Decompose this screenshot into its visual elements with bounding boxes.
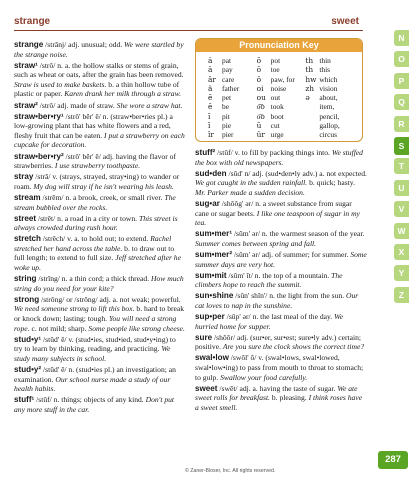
entry-definition: /stŭd' ē/ v. (stud•ies, stud•ied, stud•y•ing) to try to learn by thinking, reading, and practicing. — [14, 334, 176, 354]
entry-headword: stud•y¹ — [14, 334, 42, 344]
pronunciation-example-word: pot — [270, 56, 281, 65]
pronunciation-key-item — [257, 93, 306, 102]
pronunciation-key-item — [305, 84, 354, 93]
pronunciation-symbol: ô — [256, 74, 262, 84]
entry-definition: /strēt/ n. a road in a city or town. — [37, 213, 138, 223]
pronunciation-example-word: pencil, — [319, 111, 340, 121]
pronunciation-key-item — [305, 93, 354, 102]
entry-example: Karen drank her milk through a straw. — [64, 89, 181, 99]
pronunciation-key-item — [257, 102, 306, 111]
pronunciation-symbol: ĕ — [208, 93, 213, 102]
pronunciation-example-word: pier — [222, 130, 234, 139]
entry-headword: swal•low — [195, 353, 229, 363]
pronunciation-symbol: ŭ — [256, 120, 262, 130]
alphabet-tab-o[interactable]: O — [394, 51, 409, 67]
entry-example: I like one teaspoon of sugar in my tea. — [195, 208, 360, 228]
pronunciation-key-item — [257, 121, 306, 130]
entry-headword: straw² — [14, 100, 38, 110]
entry-example: We ate sweet rolls for breakfast. — [195, 383, 358, 403]
pronunciation-symbol: zh — [305, 83, 314, 93]
dictionary-entry — [14, 101, 186, 111]
pronunciation-key-item — [257, 112, 306, 121]
pronunciation-key-item — [305, 102, 354, 111]
entry-example: Straw is used to make baskets. — [14, 79, 107, 89]
pronunciation-key-item — [257, 75, 306, 84]
pronunciation-example-word: thin — [319, 56, 331, 65]
pronunciation-key-item — [257, 130, 306, 139]
dictionary-entry — [14, 40, 186, 59]
entry-example: This street is always crowded during rush hour. — [14, 213, 178, 233]
dictionary-entry — [195, 312, 367, 331]
alphabet-tab-x[interactable]: X — [394, 244, 409, 260]
entry-definition: /strĭng/ n. a thin cord; a thick thread. — [38, 274, 150, 284]
entry-definition: /strô' bĕr' ē/ n. (straw•ber•ries pl.) a low-growing plant that has white flowers and a red, fleshy fruit that can be eaten. — [14, 111, 173, 140]
pronunciation-example-word: about, — [319, 93, 338, 102]
dictionary-entry — [14, 193, 186, 212]
entry-definition: /strông/ or /strŏng/ adj. a. not weak; powerful. — [41, 294, 181, 304]
dictionary-entry — [14, 234, 186, 272]
entry-definition: /shŏŏg' ər/ n. a sweet substance from sugar cane or sugar beets. — [195, 198, 352, 218]
dictionary-entry — [14, 395, 186, 414]
entry-example: We got caught in the sudden rainfall. — [195, 178, 308, 188]
entry-example: Are you sure the clock shows the correct time? — [222, 342, 365, 352]
entry-definition: b. hard to break or knock down; lasting; tough. — [14, 304, 185, 324]
entry-example: Don't put any more stuff in the car. — [14, 395, 175, 414]
entry-headword: sum•mer¹ — [195, 229, 233, 239]
dictionary-entry — [14, 295, 186, 333]
entry-definition: /sŭn' shīn'/ n. the light from the sun. — [235, 291, 345, 301]
entry-definition: /strēm/ n. a brook, creek, or small river. — [42, 192, 163, 202]
pronunciation-key-item — [305, 56, 354, 65]
left-column — [14, 40, 186, 416]
pronunciation-key-item — [305, 75, 354, 84]
entry-headword: stuff² — [195, 148, 216, 157]
entry-headword: street — [14, 213, 37, 223]
pronunciation-key-item — [257, 84, 306, 93]
pronunciation-example-word: out — [270, 93, 281, 102]
entry-headword: stream — [14, 192, 41, 202]
pronunciation-key-item — [208, 75, 257, 84]
entry-headword: stretch — [14, 234, 41, 244]
dictionary-entry — [195, 229, 367, 248]
entry-definition: /strā/ v. (strays, strayed, stray•ing) to wander or roam. — [14, 172, 180, 191]
entry-definition: b. to draw out to full length; to extend to full size. — [14, 243, 175, 263]
header-rule — [14, 30, 363, 31]
alphabet-tab-p[interactable]: P — [394, 73, 409, 89]
entry-definition: /sŭm' ər/ adj. of summer; for summer. — [233, 249, 349, 259]
entry-headword: string — [14, 274, 37, 284]
pronunciation-example-word: boot — [270, 111, 284, 121]
entry-headword: stuff¹ — [14, 395, 35, 405]
entry-headword: sup•per — [195, 312, 225, 321]
pronunciation-example-word: cut — [270, 120, 280, 130]
entry-example: I put a strawberry on each cupcake for decoration. — [14, 130, 185, 150]
entry-definition: c. not mild; sharp. — [31, 323, 87, 333]
pronunciation-symbol: th — [305, 56, 314, 65]
dictionary-entry — [195, 148, 367, 167]
pronunciation-symbol: o͞o — [256, 111, 265, 121]
entry-example: Some summer days are very hot. — [195, 249, 367, 269]
pronunciation-symbol: îr — [208, 130, 214, 139]
pronunciation-key-item — [305, 121, 354, 130]
entry-example: We need someone strong to lift this box. — [14, 304, 135, 314]
pronunciation-key-item — [305, 130, 354, 139]
entry-headword: sum•mer² — [195, 249, 233, 259]
guide-word-left: strange — [14, 16, 51, 27]
pronunciation-symbol: ə — [305, 93, 310, 102]
dictionary-entry — [195, 199, 367, 228]
entry-example: Our cat loves to nap in the sunshine. — [195, 291, 359, 310]
entry-headword: straw¹ — [14, 60, 38, 70]
pronunciation-key-item — [208, 102, 257, 111]
entry-example: Swallow your food carefully. — [220, 372, 308, 382]
pronunciation-example-word: item, — [319, 102, 335, 112]
page-number: 287 — [378, 451, 408, 469]
alphabet-tab-v[interactable]: V — [394, 201, 409, 217]
entry-example: How much string do you need for your kite? — [14, 274, 184, 293]
pronunciation-key-item — [208, 56, 257, 65]
guide-word-right: sweet — [331, 16, 359, 27]
pronunciation-key-grid — [196, 52, 362, 139]
pronunciation-key-item — [208, 84, 257, 93]
pronunciation-example-word: paw, for — [270, 74, 295, 84]
entry-example: My dog will stray if he isn't wearing his leash. — [33, 181, 174, 191]
alphabet-tab-y[interactable]: Y — [394, 265, 409, 281]
entry-definition: /sŭp' ər/ n. the last meal of the day. — [226, 312, 333, 321]
pronunciation-key-item — [257, 65, 306, 74]
alphabet-tab-w[interactable]: W — [394, 223, 409, 239]
pronunciation-key-item — [208, 121, 257, 130]
pronunciation-example-word: urge — [270, 130, 284, 139]
pronunciation-symbol: ō — [256, 65, 262, 75]
pronunciation-symbol: th — [305, 65, 314, 75]
pronunciation-key-item — [305, 65, 354, 74]
alphabet-tab-u[interactable]: U — [394, 180, 409, 196]
dictionary-entry — [14, 214, 186, 233]
pronunciation-example-word: be — [222, 102, 229, 112]
entry-definition: b. quick; hasty. — [309, 178, 355, 188]
dictionary-entry — [195, 271, 367, 290]
entry-example: The stream bubbled over the rocks. — [14, 192, 176, 212]
entry-example: Some people like strong cheese. — [88, 323, 185, 333]
alphabet-tab-n[interactable]: N — [394, 30, 409, 46]
entry-headword: sun•shine — [195, 291, 234, 301]
entry-headword: strong — [14, 294, 40, 304]
pronunciation-key-column — [305, 56, 354, 139]
alphabet-tab-t[interactable]: T — [394, 158, 409, 174]
entry-definition: /sŭm' ĭt/ n. the top of a mountain. — [228, 270, 330, 280]
entry-definition: /sŭm' ər/ n. the warmest season of the year. — [233, 229, 365, 239]
pronunciation-symbol: ou — [256, 93, 266, 102]
pronunciation-key-item — [208, 130, 257, 139]
alphabet-tab-r[interactable]: R — [394, 116, 409, 132]
entry-example: Summer comes between spring and fall. — [195, 238, 317, 248]
entry-example: We were startled by the strange noise. — [14, 40, 184, 59]
pronunciation-symbol: hw — [305, 74, 317, 84]
entry-definition: /strô/ adj. made of straw. — [39, 100, 115, 110]
pronunciation-key-item — [305, 112, 354, 121]
pronunciation-key-item — [208, 112, 257, 121]
pronunciation-symbol: ĭ — [208, 111, 211, 121]
pronunciation-example-word: took — [270, 102, 284, 112]
pronunciation-example-word: pit — [222, 111, 230, 121]
entry-definition: /stŭf/ n. things; objects of any kind. — [36, 395, 144, 405]
entry-example: I think roses have a sweet smell. — [195, 393, 363, 412]
dictionary-entry — [195, 250, 367, 269]
dictionary-entry — [195, 169, 367, 198]
entry-example: Rachel stretched her hand across the table. — [14, 234, 172, 253]
pronunciation-key-box — [195, 38, 363, 142]
entry-headword: sug•ar — [195, 198, 220, 208]
dictionary-entry — [195, 384, 367, 413]
pronunciation-key-column — [257, 56, 306, 139]
dictionary-entry — [14, 152, 186, 171]
dictionary-entry — [195, 333, 367, 352]
entry-example: The climbers hope to reach the summit. — [195, 270, 343, 290]
pronunciation-symbol: âr — [208, 74, 216, 84]
pronunciation-symbol: ă — [208, 56, 213, 65]
entry-definition: /stŭf/ v. to fill by packing things into. — [217, 148, 330, 157]
pronunciation-example-word: father — [222, 83, 240, 93]
pronunciation-example-word: which — [319, 74, 338, 84]
entry-example: Jeff stretched after he woke up. — [14, 253, 181, 273]
pronunciation-symbol: ī — [208, 120, 211, 130]
dictionary-entry — [14, 112, 186, 150]
entry-definition: /shŏŏr/ adj. (sur•er, sur•est; sure•ly adv.) certain; positive. — [195, 332, 362, 352]
entry-example: You will need a strong rope. — [14, 314, 177, 333]
alphabet-tab-s[interactable]: S — [394, 137, 409, 155]
dictionary-entry — [14, 274, 186, 293]
pronunciation-symbol: ā — [208, 65, 213, 75]
pronunciation-symbol: o͝o — [256, 102, 265, 112]
entry-definition: /swēt/ adj. a. having the taste of sugar. — [219, 383, 336, 393]
pronunciation-example-word: toe — [270, 65, 280, 75]
alphabet-tab-q[interactable]: Q — [394, 94, 409, 110]
entry-definition: /sŭd' n/ adj. (sud•den•ly adv.) a. not expected. — [228, 168, 367, 178]
dictionary-entry — [195, 353, 367, 382]
pronunciation-key-item — [208, 65, 257, 74]
pronunciation-example-word: this — [319, 65, 331, 75]
pronunciation-key-column — [208, 56, 257, 139]
entry-headword: strange — [14, 40, 44, 49]
entry-headword: sum•mit — [195, 270, 227, 280]
pronunciation-example-word: pay — [222, 65, 233, 75]
entry-example: Mr. Parker made a sudden decision. — [195, 187, 305, 197]
dictionary-entry — [14, 335, 186, 364]
pronunciation-example-word: noise — [270, 83, 287, 93]
entry-definition: /strô/ n. a. the hollow stalks or stems of grain, such as wheat or oats, after the grain has been removed. — [14, 60, 184, 80]
entry-example: We hurried home for supper. — [195, 312, 344, 331]
entry-headword: sure — [195, 332, 213, 342]
right-column — [195, 148, 367, 414]
dictionary-entry — [195, 291, 367, 310]
entry-example: We stuffed the box with old newspapers. — [195, 148, 363, 167]
entry-headword: sweet — [195, 383, 218, 393]
entry-example: We study many subjects in school. — [14, 344, 171, 363]
dictionary-entry — [14, 365, 186, 394]
pronunciation-example-word: pet — [222, 93, 232, 102]
pronunciation-example-word: pat — [222, 56, 232, 65]
entry-headword: sud•den — [195, 168, 227, 178]
pronunciation-symbol: oi — [256, 83, 264, 93]
entry-definition: /stŭd' ē/ n. (stud•ies pl.) an investigation; an examination. — [14, 365, 176, 384]
entry-definition: /strô' bĕr' ē/ adj. having the flavor of strawberries. — [14, 151, 176, 171]
entry-definition: /strĕch/ v. a. to hold out; to extend. — [42, 234, 149, 244]
pronunciation-symbol: ä — [208, 83, 213, 93]
pronunciation-key-item — [208, 93, 257, 102]
pronunciation-symbol: ŏ — [256, 56, 262, 65]
entry-example: Our school nurse made a study of our health habits. — [14, 374, 171, 394]
entry-definition: b. a thin hollow tube of plastic or paper. — [14, 79, 180, 99]
pronunciation-key-title: Pronunciation Key — [196, 39, 362, 52]
copyright-notice: © Zaner-Bloser, Inc. All rights reserved. — [185, 468, 276, 474]
entry-headword: straw•ber•ry¹ — [14, 111, 64, 121]
pronunciation-example-word: circus — [319, 130, 337, 139]
entry-example: She wore a straw hat. — [116, 100, 183, 110]
entry-definition: /swŏl' ō/ v. (swal•lows, swal•lowed, swal•low•ing) to pass from mouth to throat to stomach; to gulp. — [195, 353, 364, 382]
pronunciation-example-word: vision — [319, 83, 338, 93]
entry-definition: /strānj/ adj. unusual; odd. — [45, 40, 123, 49]
entry-headword: stud•y² — [14, 365, 42, 374]
pronunciation-key-item — [257, 56, 306, 65]
pronunciation-example-word: pie — [222, 120, 232, 130]
alphabet-tab-strip — [391, 0, 411, 480]
entry-headword: stray — [14, 172, 34, 182]
alphabet-tab-z[interactable]: Z — [394, 287, 409, 303]
pronunciation-example-word: care — [222, 74, 235, 84]
pronunciation-example-word: gallop, — [319, 120, 340, 130]
dictionary-entry — [14, 61, 186, 99]
pronunciation-symbol: ûr — [256, 130, 265, 139]
entry-definition: b. pleasing. — [271, 393, 307, 403]
pronunciation-symbol: ē — [208, 102, 213, 112]
dictionary-entry — [14, 172, 186, 191]
entry-example: I use strawberry toothpaste. — [54, 161, 141, 171]
entry-headword: straw•ber•ry² — [14, 151, 64, 161]
